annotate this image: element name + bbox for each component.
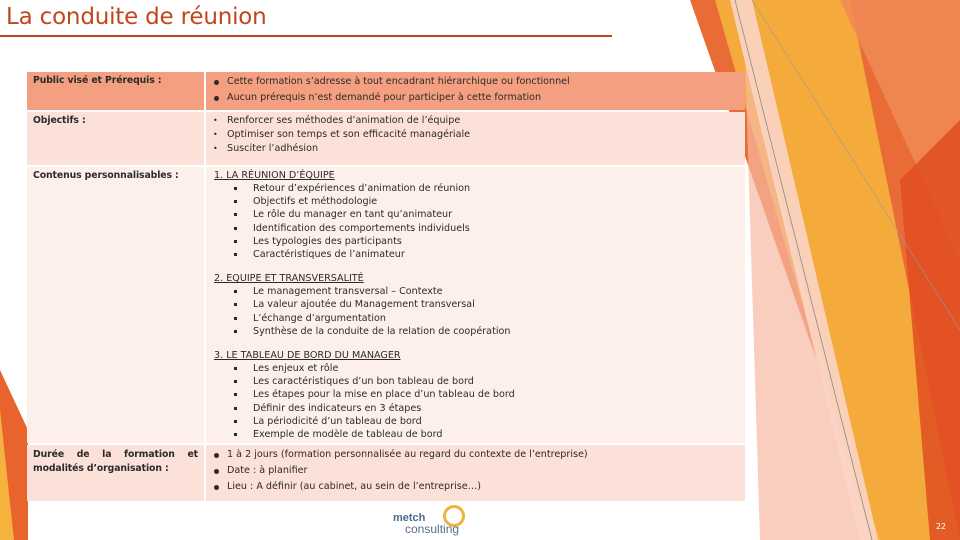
list-item: Objectifs et méthodologie <box>233 195 739 208</box>
duration-list <box>212 447 739 495</box>
list-item: • Susciter l’adhésion <box>212 142 739 156</box>
list-item: Définir des indicateurs en 3 étapes <box>233 402 739 415</box>
company-logo <box>393 505 473 540</box>
left-accent-shape <box>0 370 28 540</box>
list-item: • Renforcer ses méthodes d’animation de l’équipe <box>212 114 739 128</box>
list-item: Exemple de modèle de tableau de bord <box>233 428 739 441</box>
list-item: Les étapes pour la mise en place d’un tableau de bord <box>233 388 739 401</box>
list-item: Lieu : A définir (au cabinet, au sein de l’entreprise…) <box>212 479 739 495</box>
table-row <box>27 445 745 501</box>
title-underline <box>0 35 612 37</box>
list-item: Le rôle du manager en tant qu’animateur <box>233 208 739 221</box>
list-item: Retour d’expériences d’animation de réunion <box>233 182 739 195</box>
row-label-public: Public visé et Prérequis : <box>27 72 204 110</box>
row-value-duration <box>204 445 745 501</box>
section-title: 3. LE TABLEAU DE BORD DU MANAGER <box>214 350 401 362</box>
table-row <box>27 72 745 110</box>
logo-word-1: metch <box>393 512 426 524</box>
list-item: Le management transversal – Contexte <box>233 285 739 298</box>
list-item: Date : à planifier <box>212 463 739 479</box>
list-item: • Optimiser son temps et son efficacité managériale <box>212 128 739 142</box>
section-list <box>212 362 739 441</box>
section-list <box>212 285 739 338</box>
list-item: Synthèse de la conduite de la relation de coopération <box>233 325 739 338</box>
training-details-table <box>27 70 745 503</box>
page-number: 22 <box>935 522 946 531</box>
list-item: Caractéristiques de l’animateur <box>233 248 739 261</box>
list-item: La périodicité d’un tableau de bord <box>233 415 739 428</box>
row-value-public <box>204 72 745 110</box>
list-item: Les typologies des participants <box>233 235 739 248</box>
list-item: Les caractéristiques d’un bon tableau de bord <box>233 375 739 388</box>
row-label-duration: Durée de la formation et modalités d’organisation : <box>27 445 204 501</box>
row-label-objectives: Objectifs : <box>27 112 204 165</box>
list-item: L’échange d’argumentation <box>233 312 739 325</box>
content-section-1 <box>212 170 739 261</box>
section-title: 1. LA RÉUNION D’ÉQUIPE <box>214 170 335 181</box>
page-title: La conduite de réunion <box>6 4 267 30</box>
list-item: Aucun prérequis n’est demandé pour participer à cette formation <box>212 90 739 106</box>
table-row <box>27 167 745 443</box>
public-list <box>212 74 739 106</box>
row-label-contents: Contenus personnalisables : <box>27 167 204 443</box>
list-item: Cette formation s’adresse à tout encadrant hiérarchique ou fonctionnel <box>212 74 739 90</box>
objectives-list <box>212 114 739 156</box>
list-item: 1 à 2 jours (formation personnalisée au regard du contexte de l’entreprise) <box>212 447 739 463</box>
row-value-contents <box>204 167 745 443</box>
list-item: Identification des comportements individuels <box>233 222 739 235</box>
content-section-2 <box>212 273 739 338</box>
list-item: La valeur ajoutée du Management transversal <box>233 298 739 311</box>
list-item: Les enjeux et rôle <box>233 362 739 375</box>
logo-word-2: consulting <box>405 522 460 536</box>
row-value-objectives <box>204 112 745 165</box>
table-row <box>27 112 745 165</box>
content-section-3 <box>212 350 739 441</box>
section-list <box>212 182 739 261</box>
section-title: 2. EQUIPE ET TRANSVERSALITÉ <box>214 273 364 285</box>
